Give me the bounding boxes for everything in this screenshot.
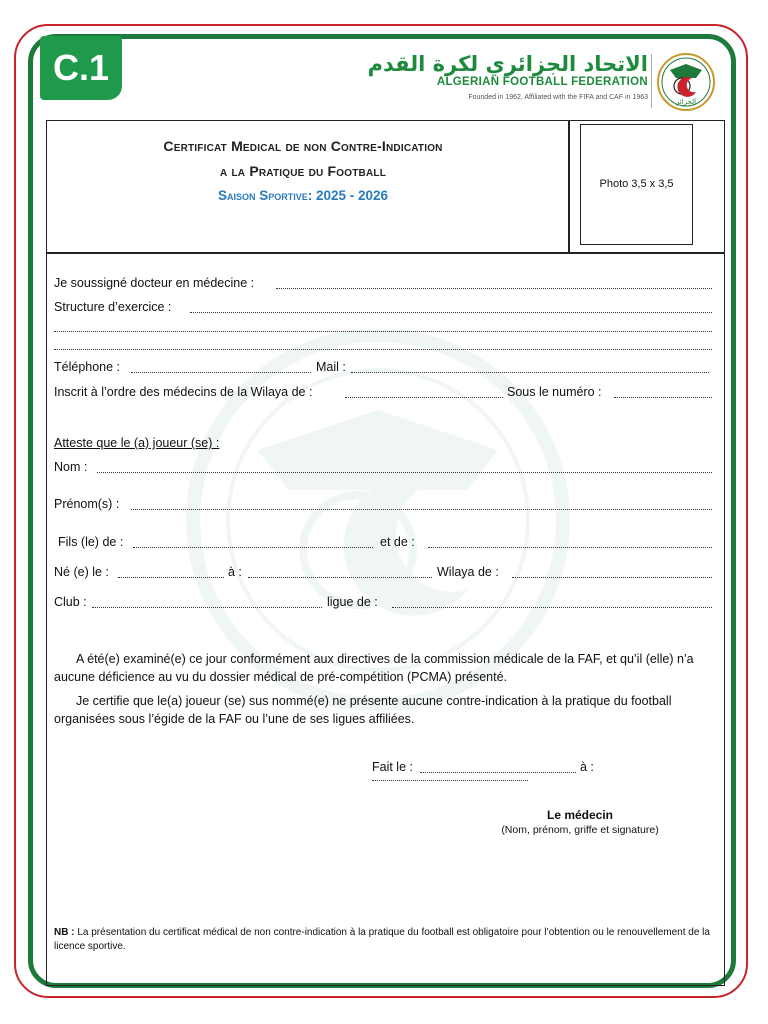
fils-label: Fils (le) de : xyxy=(58,535,124,549)
club-label: Club : xyxy=(54,595,87,609)
order-label: Inscrit à l’ordre des médecins de la Wilaya de : xyxy=(54,385,313,399)
federation-arabic-name: الاتحاد الجزائري لكرة القدم xyxy=(367,52,648,76)
ligue-label: ligue de : xyxy=(327,595,378,609)
signature-title: Le médecin xyxy=(546,808,614,822)
birthdate-label: Né (e) le : xyxy=(54,565,109,579)
season-label: Saison Sportive: 2025 - 2026 xyxy=(217,188,389,203)
place-input-line[interactable] xyxy=(372,779,528,781)
structure-label: Structure d’exercice : xyxy=(54,300,172,314)
date-input-line[interactable] xyxy=(420,771,576,773)
logo-separator xyxy=(651,54,652,108)
prenom-input-line[interactable] xyxy=(131,508,712,510)
attest-heading: Atteste que le (a) joueur (se) : xyxy=(54,436,220,450)
photo-column-divider xyxy=(568,120,570,253)
order-wilaya-input-line[interactable] xyxy=(345,396,503,398)
federation-english-name: ALGERIAN FOOTBALL FEDERATION xyxy=(436,76,648,88)
certificate-title-line2: a la Pratique du Football xyxy=(219,163,387,179)
federation-founded-line: Founded in 1962, Affiliated with the FIFA and CAF in 1963 xyxy=(468,94,648,101)
et-de-label: et de : xyxy=(380,535,415,549)
prenom-label: Prénom(s) : xyxy=(54,497,120,511)
photo-label: Photo 3,5 x 3,5 xyxy=(599,178,674,190)
phone-label: Téléphone : xyxy=(54,360,121,374)
birthplace-label: à : xyxy=(228,565,242,579)
ligue-input-line[interactable] xyxy=(392,606,712,608)
certificate-title-line1: Certificat Medical de non Contre-Indication xyxy=(163,138,443,154)
faf-crest-icon xyxy=(656,52,716,112)
doctor-label: Je soussigné docteur en médecine : xyxy=(54,276,255,290)
father-input-line[interactable] xyxy=(133,546,373,548)
fait-a-label: à : xyxy=(580,760,594,774)
photo-placeholder[interactable] xyxy=(580,124,693,245)
footnote-text: La présentation du certificat médical de non contre-indication à la pratique du football est obligatoire pour l’obtention ou le renouvellement de la licence sportive. xyxy=(54,927,710,952)
footnote-label: NB : xyxy=(54,927,75,938)
footnote xyxy=(54,926,714,954)
phone-input-line[interactable] xyxy=(131,371,311,373)
wilaya-label: Wilaya de : xyxy=(437,565,499,579)
mail-label: Mail : xyxy=(316,360,346,374)
structure-input-line[interactable] xyxy=(190,311,712,313)
mail-input-line[interactable] xyxy=(351,371,709,373)
birthdate-input-line[interactable] xyxy=(118,576,224,578)
structure-input-line-3[interactable] xyxy=(54,348,712,350)
crest-arabic-label: الجزائر xyxy=(675,98,697,106)
doctor-input-line[interactable] xyxy=(276,287,712,289)
nom-label: Nom : xyxy=(54,460,88,474)
federation-logo-text xyxy=(367,52,648,108)
header-divider xyxy=(46,252,725,254)
club-input-line[interactable] xyxy=(92,606,322,608)
number-label: Sous le numéro : xyxy=(507,385,602,399)
birthplace-input-line[interactable] xyxy=(248,576,432,578)
order-number-input-line[interactable] xyxy=(614,396,712,398)
signature-subtitle: (Nom, prénom, griffe et signature) xyxy=(501,824,659,836)
examination-paragraph: A été(e) examiné(e) ce jour conformément aux directives de la commission médicale de la FAF, et qu’il (elle) n’a aucune déficience au vu du dossier médical de pré-compétition (PCMA) présenté. xyxy=(54,652,694,684)
structure-input-line-2[interactable] xyxy=(54,330,712,332)
mother-input-line[interactable] xyxy=(428,546,712,548)
form-code-badge: C.1 xyxy=(40,36,122,100)
certification-paragraph: Je certifie que le(a) joueur (se) sus nommé(e) ne présente aucune contre-indication à la pratique du football organisées sous l’égide de la FAF ou l’une de ses ligues affiliées. xyxy=(54,694,672,726)
wilaya-input-line[interactable] xyxy=(512,576,712,578)
fait-le-label: Fait le : xyxy=(372,760,413,774)
nom-input-line[interactable] xyxy=(97,471,712,473)
